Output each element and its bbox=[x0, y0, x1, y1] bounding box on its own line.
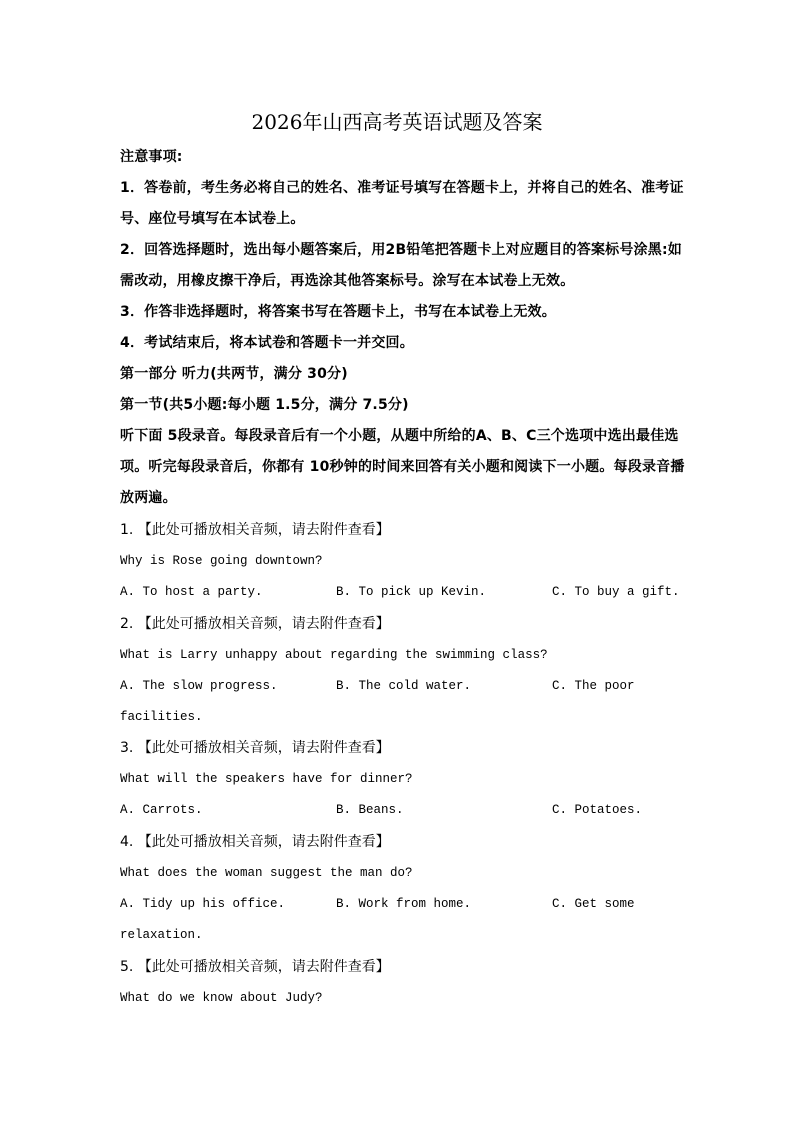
question-1-option-a[interactable]: A. To host a party. bbox=[120, 585, 263, 599]
question-3-option-b[interactable]: B. Beans. bbox=[336, 803, 404, 817]
notice-heading: 注意事项: bbox=[120, 149, 183, 165]
question-2-option-a[interactable]: A. The slow progress. bbox=[120, 679, 278, 693]
notice-item-2-line-1: 2．回答选择题时，选出每小题答案后，用2B铅笔把答题卡上对应题目的答案标号涂黑:如 bbox=[120, 242, 682, 258]
question-5-text: What do we know about Judy? bbox=[120, 991, 323, 1005]
notice-item-1-line-2: 号、座位号填写在本试卷上。 bbox=[120, 211, 305, 227]
question-1-option-c[interactable]: C. To buy a gift. bbox=[552, 585, 680, 599]
audio-placeholder-2[interactable]: 2. 【此处可播放相关音频，请去附件查看】 bbox=[120, 616, 390, 632]
question-3-text: What will the speakers have for dinner? bbox=[120, 772, 413, 786]
audio-placeholder-1[interactable]: 1. 【此处可播放相关音频，请去附件查看】 bbox=[120, 522, 390, 538]
notice-item-1-line-1: 1．答卷前，考生务必将自己的姓名、准考证号填写在答题卡上，并将自己的姓名、准考证 bbox=[120, 180, 684, 196]
question-2-text: What is Larry unhappy about regarding the swimming class? bbox=[120, 648, 548, 662]
audio-placeholder-5[interactable]: 5. 【此处可播放相关音频，请去附件查看】 bbox=[120, 959, 390, 975]
instructions-line-3: 放两遍。 bbox=[120, 490, 177, 506]
question-4-text: What does the woman suggest the man do? bbox=[120, 866, 413, 880]
audio-placeholder-4[interactable]: 4. 【此处可播放相关音频，请去附件查看】 bbox=[120, 834, 390, 850]
question-2-option-c[interactable]: C. The poor bbox=[552, 679, 635, 693]
instructions-line-2: 项。听完每段录音后，你都有 10秒钟的时间来回答有关小题和阅读下一小题。每段录音播 bbox=[120, 459, 685, 475]
section-one-heading: 第一节(共5小题:每小题 1.5分，满分 7.5分) bbox=[120, 397, 409, 413]
part-one-heading: 第一部分 听力(共两节，满分 30分) bbox=[120, 366, 348, 382]
audio-placeholder-3[interactable]: 3. 【此处可播放相关音频，请去附件查看】 bbox=[120, 740, 390, 756]
notice-item-4: 4．考试结束后，将本试卷和答题卡一并交回。 bbox=[120, 335, 414, 351]
question-4-option-c[interactable]: C. Get some bbox=[552, 897, 635, 911]
question-2-option-b[interactable]: B. The cold water. bbox=[336, 679, 472, 693]
question-4-option-a[interactable]: A. Tidy up his office. bbox=[120, 897, 286, 911]
question-4-option-c-continued: relaxation. bbox=[120, 928, 203, 942]
question-3-option-c[interactable]: C. Potatoes. bbox=[552, 803, 643, 817]
notice-item-2-line-2: 需改动，用橡皮擦干净后，再选涂其他答案标号。涂写在本试卷上无效。 bbox=[120, 273, 575, 289]
page-title: 2026年山西高考英语试题及答案 bbox=[251, 110, 543, 134]
question-4-option-b[interactable]: B. Work from home. bbox=[336, 897, 472, 911]
question-1-text: Why is Rose going downtown? bbox=[120, 554, 323, 568]
instructions-line-1: 听下面 5段录音。每段录音后有一个小题，从题中所给的A、B、C三个选项中选出最佳选 bbox=[120, 428, 679, 444]
notice-item-3: 3．作答非选择题时，将答案书写在答题卡上，书写在本试卷上无效。 bbox=[120, 304, 556, 320]
question-2-option-c-continued: facilities. bbox=[120, 710, 203, 724]
question-1-option-b[interactable]: B. To pick up Kevin. bbox=[336, 585, 487, 599]
question-3-option-a[interactable]: A. Carrots. bbox=[120, 803, 203, 817]
